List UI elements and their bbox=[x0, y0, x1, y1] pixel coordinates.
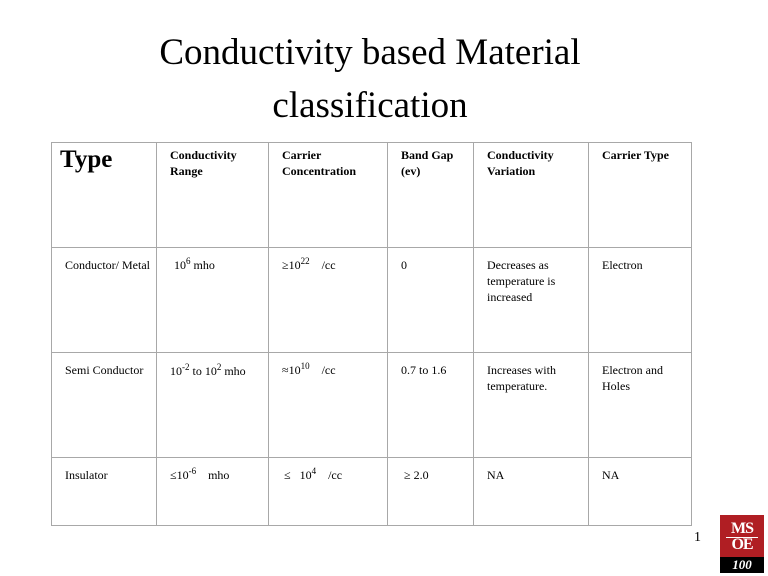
slide-title-line-1: Conductivity based Material bbox=[159, 32, 581, 73]
header-conductivity-range: Conductivity Range bbox=[157, 143, 269, 248]
cell-carrier-concentration: ≤ $10^4$ /cc bbox=[269, 458, 388, 526]
cell-band-gap: 0 bbox=[388, 248, 474, 353]
cell-carrier-concentration: $\approx 10^{10}$ /cc bbox=[269, 353, 388, 458]
cell-type: Conductor/ Metal bbox=[52, 248, 157, 353]
header-band-gap: Band Gap (ev) bbox=[388, 143, 474, 248]
cell-conductivity-variation: Increases with temperature. bbox=[474, 353, 589, 458]
cell-carrier-concentration: $\ge 10^{22}$ /cc bbox=[269, 248, 388, 353]
cell-band-gap: 0.7 to 1.6 bbox=[388, 353, 474, 458]
cell-conductivity-variation: Decreases as temperature is increased bbox=[474, 248, 589, 353]
cell-carrier-type: Electron bbox=[589, 248, 692, 353]
page-number: 1 bbox=[694, 530, 701, 545]
table-row bbox=[52, 458, 692, 526]
table-header-row bbox=[52, 143, 692, 248]
header-type: Type bbox=[52, 143, 157, 248]
cell-conductivity-range: $\le 10^{-6}$ mho bbox=[157, 458, 269, 526]
cell-type: Insulator bbox=[52, 458, 157, 526]
slide-title bbox=[40, 26, 700, 132]
header-conductivity-variation: Conductivity Variation bbox=[474, 143, 589, 248]
cell-conductivity-variation: NA bbox=[474, 458, 589, 526]
table-row bbox=[52, 248, 692, 353]
cell-band-gap: ≥ 2.0 bbox=[388, 458, 474, 526]
cell-conductivity-range: $10^6$ mho bbox=[157, 248, 269, 353]
header-carrier-type: Carrier Type bbox=[589, 143, 692, 248]
cell-conductivity-range: $10^{-2}$ to $10^2$ mho bbox=[157, 353, 269, 458]
table-row bbox=[52, 353, 692, 458]
classification-table bbox=[51, 142, 692, 526]
slide-title-line-2: classification bbox=[272, 85, 468, 126]
cell-carrier-type: Electron and Holes bbox=[589, 353, 692, 458]
header-carrier-concentration: Carrier Concentration bbox=[269, 143, 388, 248]
cell-type: Semi Conductor bbox=[52, 353, 157, 458]
cell-carrier-type: NA bbox=[589, 458, 692, 526]
msoe-logo: MS OE 100 bbox=[720, 515, 764, 573]
